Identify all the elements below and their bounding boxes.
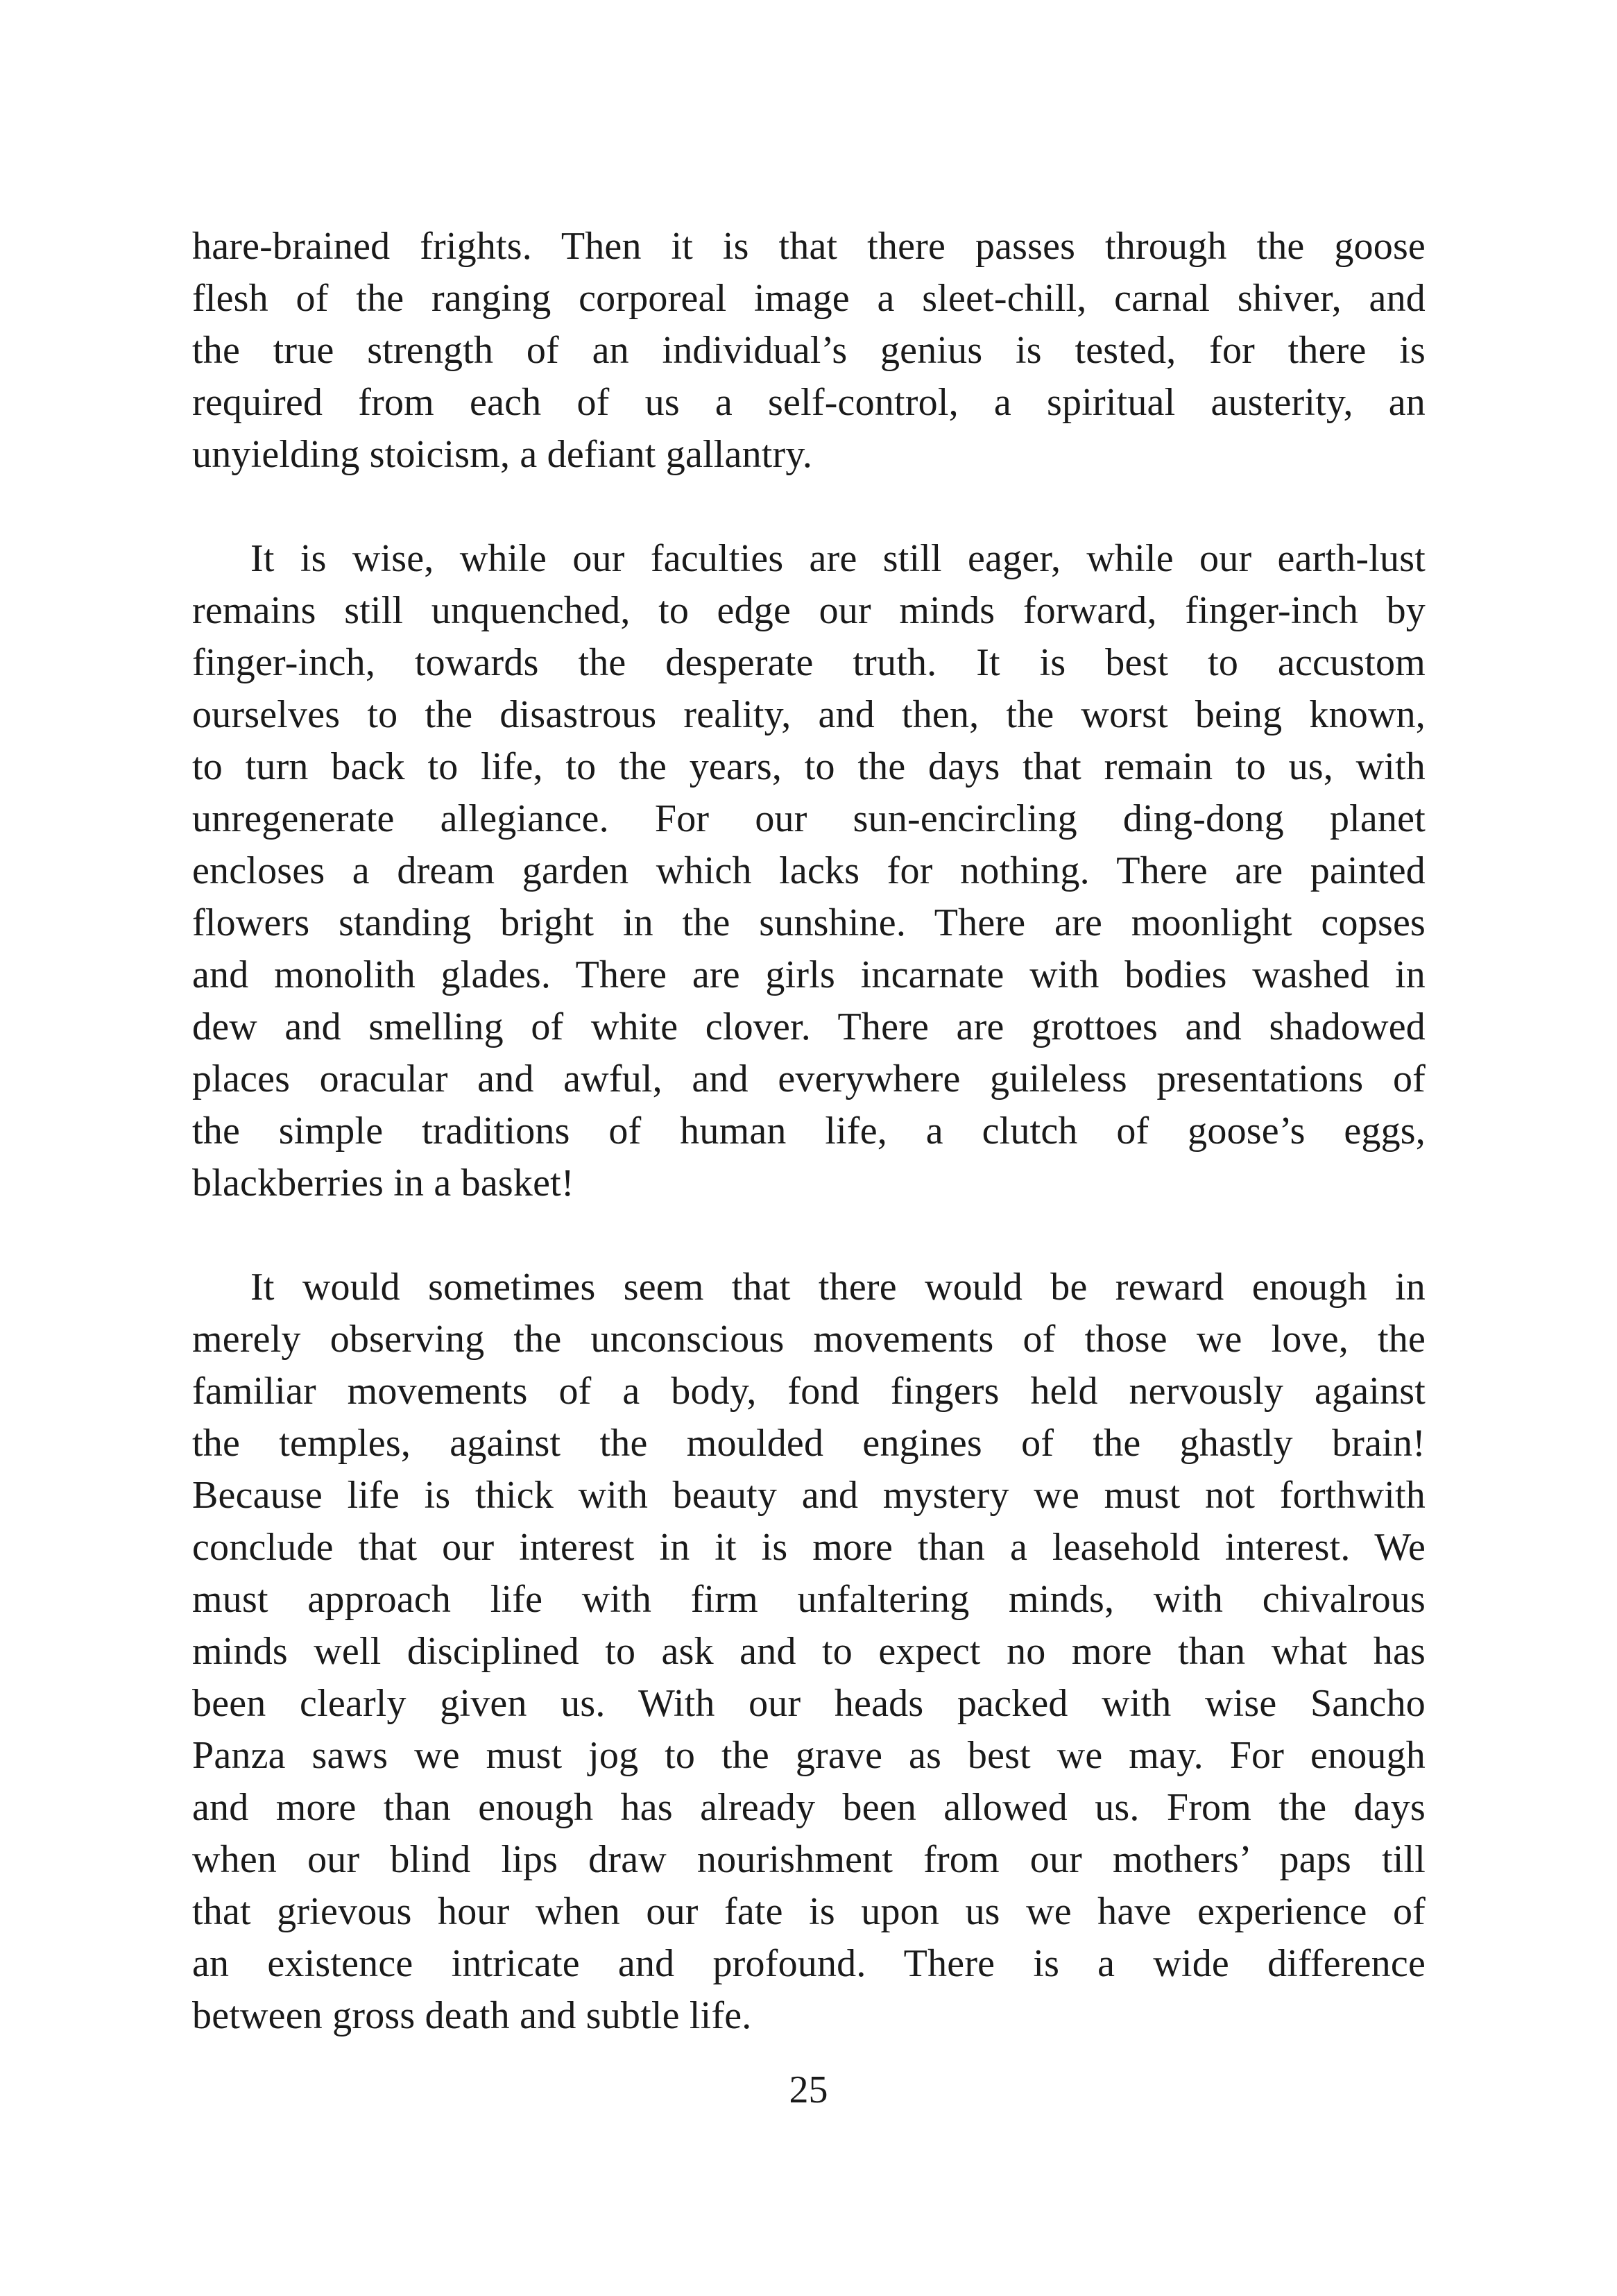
text-line: when our blind lips draw nourishment from our mothers’ paps till: [192, 1838, 1426, 1881]
paragraph-3: [192, 1261, 1426, 2042]
text-line: flowers standing bright in the sunshine. There are moonlight copses: [192, 901, 1426, 944]
text-line: It would sometimes seem that there would be reward enough in: [250, 1266, 1426, 1309]
text-line: and more than enough has already been allowed us. From the days: [192, 1786, 1426, 1829]
text-line: familiar movements of a body, fond fingers held nervously against: [192, 1370, 1426, 1413]
paragraph-1: [192, 221, 1426, 481]
page-number: 25: [789, 2068, 828, 2111]
text-line: remains still unquenched, to edge our minds forward, finger-inch by: [192, 589, 1426, 632]
text-line: required from each of us a self-control, a spiritual austerity, an: [192, 381, 1426, 424]
body-text: [192, 221, 1426, 2042]
paragraph-2: [192, 533, 1426, 1209]
text-line: that grievous hour when our fate is upon us we have experience of: [192, 1890, 1426, 1933]
text-line: It is wise, while our faculties are still eager, while our earth-lust: [250, 537, 1426, 580]
text-line: minds well disciplined to ask and to expect no more than what has: [192, 1630, 1426, 1673]
text-line: an existence intricate and profound. There is a wide difference: [192, 1942, 1426, 1985]
text-line: the true strength of an individual’s genius is tested, for there is: [192, 329, 1426, 372]
text-line: between gross death and subtle life.: [192, 1994, 752, 2037]
text-line: the temples, against the moulded engines of the ghastly brain!: [192, 1422, 1426, 1465]
text-line: the simple traditions of human life, a clutch of goose’s eggs,: [192, 1109, 1426, 1153]
text-line: Panza saws we must jog to the grave as best we may. For enough: [192, 1734, 1426, 1777]
text-line: merely observing the unconscious movements of those we love, the: [192, 1318, 1426, 1361]
text-line: flesh of the ranging corporeal image a sleet-chill, carnal shiver, and: [192, 277, 1426, 320]
text-line: hare-brained frights. Then it is that there passes through the goose: [192, 225, 1426, 268]
text-line: conclude that our interest in it is more than a leasehold interest. We: [192, 1526, 1426, 1569]
text-line: encloses a dream garden which lacks for nothing. There are painted: [192, 849, 1426, 892]
text-line: unregenerate allegiance. For our sun-encircling ding-dong planet: [192, 797, 1426, 840]
text-line: blackberries in a basket!: [192, 1162, 574, 1205]
text-line: Because life is thick with beauty and mystery we must not forthwith: [192, 1474, 1426, 1517]
text-line: finger-inch, towards the desperate truth. It is best to accustom: [192, 641, 1426, 684]
text-line: to turn back to life, to the years, to the days that remain to us, with: [192, 745, 1426, 788]
text-line: been clearly given us. With our heads packed with wise Sancho: [192, 1682, 1426, 1725]
text-line: dew and smelling of white clover. There are grottoes and shadowed: [192, 1005, 1426, 1048]
text-line: must approach life with firm unfaltering minds, with chivalrous: [192, 1578, 1426, 1621]
text-line: places oracular and awful, and everywhere guileless presentations of: [192, 1057, 1426, 1100]
text-line: ourselves to the disastrous reality, and then, the worst being known,: [192, 693, 1426, 736]
text-line: unyielding stoicism, a defiant gallantry.: [192, 433, 813, 476]
text-line: and monolith glades. There are girls incarnate with bodies washed in: [192, 953, 1426, 996]
